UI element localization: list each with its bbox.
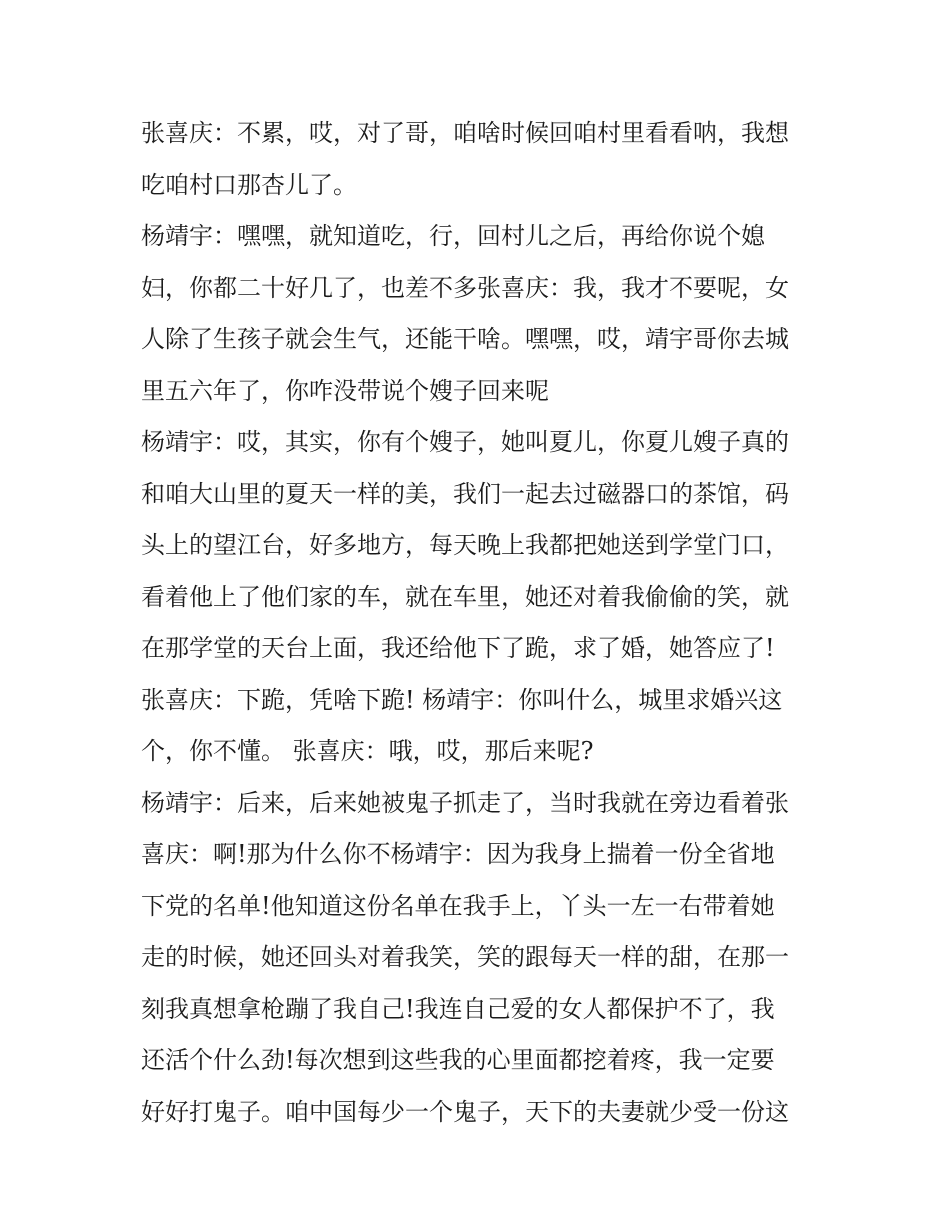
text-line: 还活个什么劲!每次想到这些我的心里面都挖着疼，我一定要 [141,1046,775,1074]
text-line: 好好打鬼子。咱中国每少一个鬼子，天下的夫妻就少受一份这 [141,1097,789,1126]
text-line: 里五六年了，你咋没带说个嫂子回来呢 [141,376,549,405]
text-line: 张喜庆：不累，哎，对了哥，咱啥时候回咱村里看看呐，我想 [141,119,789,147]
text-line: 下党的名单!他知道这份名单在我手上，丫头一左一右带着她 [141,891,775,920]
text-line: 个，你不懂。 张喜庆：哦，哎，那后来呢? [141,737,594,765]
text-line: 和咱大山里的夏天一样的美，我们一起去过磁器口的茶馆，码 [141,479,789,508]
text-line: 头上的望江台，好多地方，每天晚上我都把她送到学堂门口， [141,531,789,559]
text-line: 喜庆：啊!那为什么你不杨靖宇：因为我身上揣着一份全省地 [141,840,775,868]
text-line: 张喜庆：下跪，凭啥下跪! 杨靖宇：你叫什么，城里求婚兴这 [141,685,783,714]
text-line: 人除了生孩子就会生气，还能干啥。嘿嘿，哎，靖宇哥你去城 [141,325,789,353]
text-line: 看着他上了他们家的车，就在车里，她还对着我偷偷的笑，就 [141,582,789,611]
text-line: 吃咱村口那杏儿了。 [141,170,357,199]
text-line: 妇，你都二十好几了，也差不多张喜庆：我，我才不要呢，女 [141,273,789,302]
text-line: 走的时候，她还回头对着我笑，笑的跟每天一样的甜，在那一 [141,943,789,971]
text-line: 杨靖宇：嘿嘿，就知道吃，行，回村儿之后，再给你说个媳 [141,222,765,250]
dialogue-text [141,108,831,1138]
text-line: 杨靖宇：哎，其实，你有个嫂子，她叫夏儿，你夏儿嫂子真的 [141,428,789,456]
text-line: 在那学堂的天台上面，我还给他下了跪，求了婚，她答应了! [141,634,775,662]
text-line: 杨靖宇：后来，后来她被鬼子抓走了，当时我就在旁边看着张 [141,788,789,817]
text-line: 刻我真想拿枪蹦了我自己!我连自己爱的女人都保护不了，我 [141,994,775,1023]
